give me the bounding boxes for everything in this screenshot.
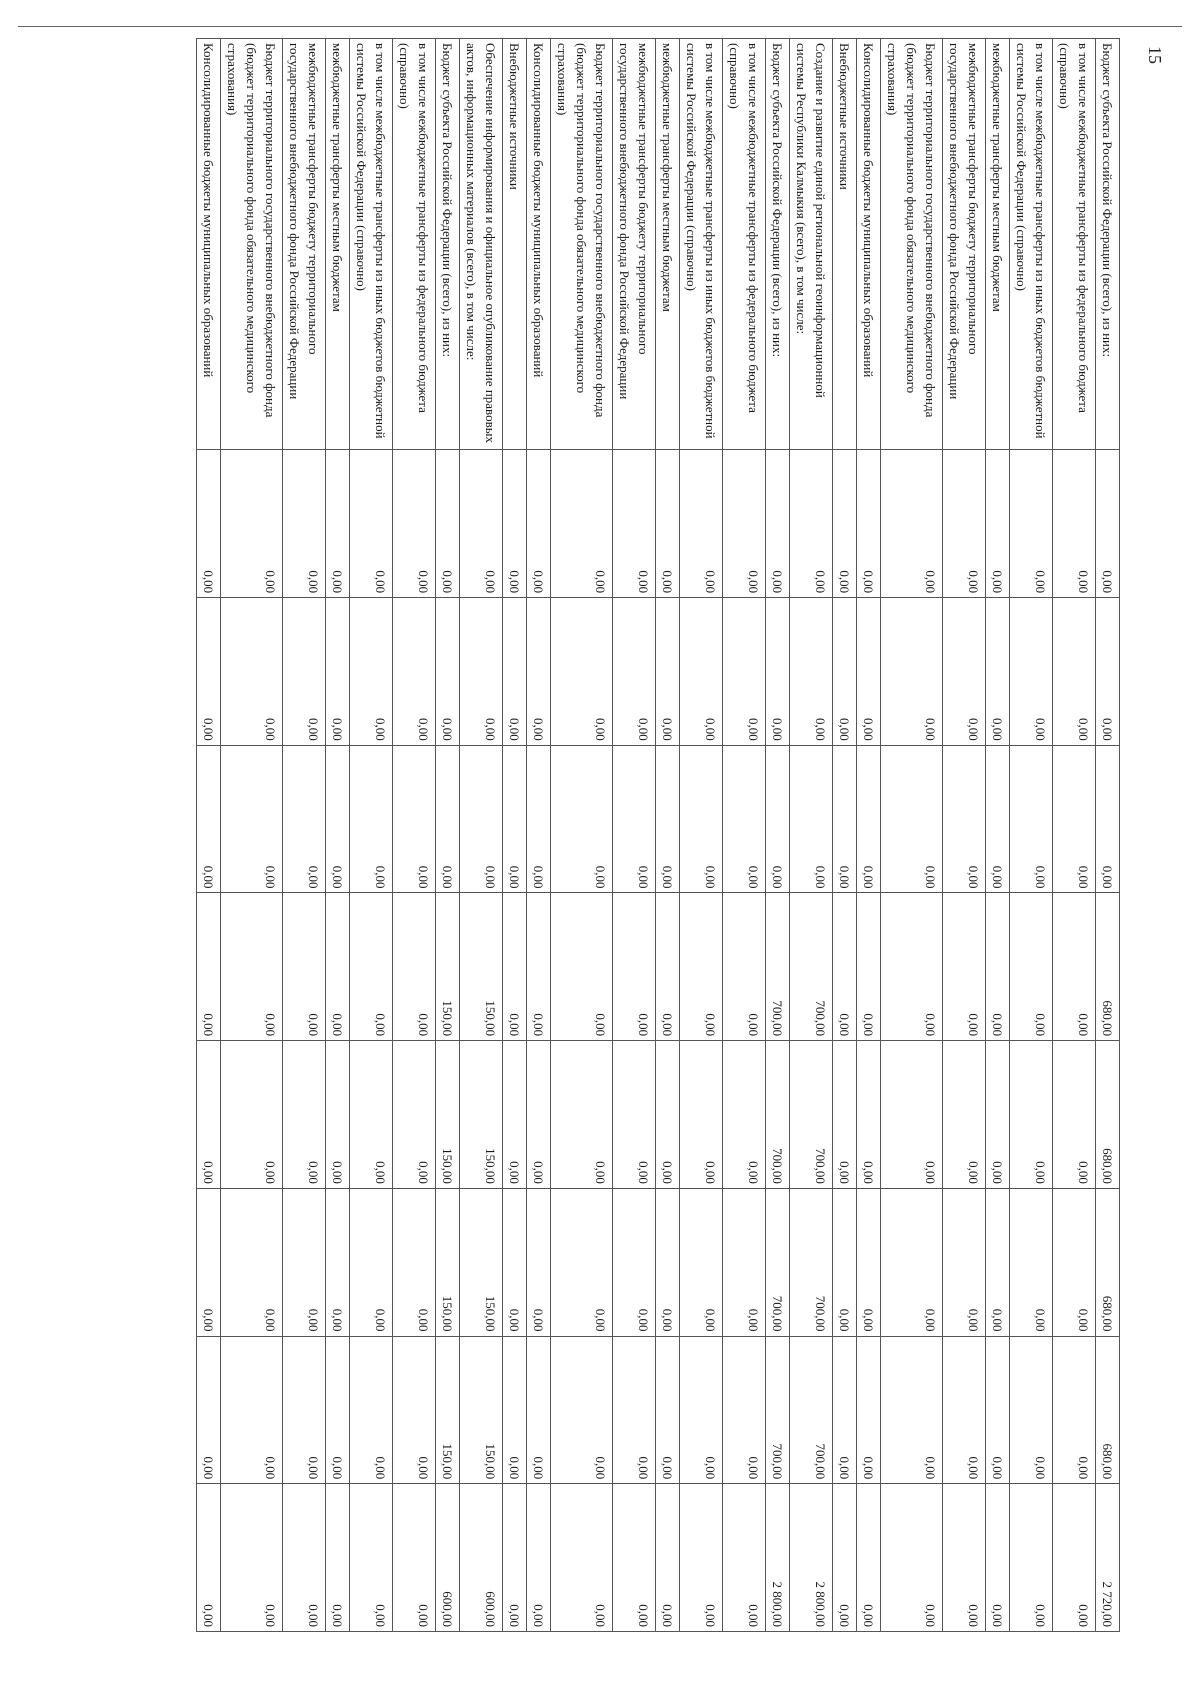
row-value: 0,00 — [503, 1336, 527, 1484]
row-value: 700,00 — [790, 1188, 833, 1336]
row-value: 0,00 — [221, 1484, 283, 1632]
row-value: 0,00 — [723, 1484, 766, 1632]
row-value: 0,00 — [197, 598, 221, 746]
row-value: 0,00 — [723, 450, 766, 598]
row-value: 0,00 — [221, 745, 283, 893]
row-value: 0,00 — [881, 598, 943, 746]
table-row — [881, 39, 943, 1632]
row-value: 0,00 — [503, 598, 527, 746]
row-value: 0,00 — [766, 745, 790, 893]
row-value: 0,00 — [1053, 1336, 1096, 1484]
row-value: 0,00 — [436, 450, 460, 598]
row-value: 0,00 — [283, 1041, 326, 1189]
row-value: 0,00 — [613, 745, 656, 893]
budget-table — [196, 38, 1120, 1632]
row-value: 0,00 — [551, 450, 613, 598]
row-value: 0,00 — [1053, 745, 1096, 893]
row-label: Бюджет субъекта Российской Федерации (всего), из них: — [436, 39, 460, 450]
table-row — [1053, 39, 1096, 1632]
row-value: 0,00 — [551, 1336, 613, 1484]
row-value: 0,00 — [857, 893, 881, 1041]
row-value: 0,00 — [790, 450, 833, 598]
row-value: 680,00 — [1096, 893, 1120, 1041]
row-value: 0,00 — [503, 1041, 527, 1189]
row-value: 0,00 — [857, 1484, 881, 1632]
row-value: 0,00 — [551, 893, 613, 1041]
row-value: 0,00 — [613, 598, 656, 746]
row-value: 0,00 — [986, 1484, 1010, 1632]
table-row — [857, 39, 881, 1632]
row-value: 150,00 — [460, 893, 503, 1041]
row-label: Бюджет территориального государственного внебюджетного фонда (бюджет территориального фонда обязательного медицинского страхования) — [221, 39, 283, 450]
table-row — [723, 39, 766, 1632]
row-value: 0,00 — [326, 450, 350, 598]
row-value: 0,00 — [197, 745, 221, 893]
row-value: 0,00 — [986, 1188, 1010, 1336]
table-row — [460, 39, 503, 1632]
row-value: 0,00 — [197, 1188, 221, 1336]
table-row — [527, 39, 551, 1632]
row-value: 0,00 — [881, 1484, 943, 1632]
row-value: 0,00 — [943, 745, 986, 893]
row-value: 0,00 — [283, 450, 326, 598]
row-value: 0,00 — [943, 893, 986, 1041]
row-value: 0,00 — [986, 893, 1010, 1041]
row-value: 0,00 — [326, 598, 350, 746]
row-value: 0,00 — [656, 1336, 680, 1484]
row-value: 0,00 — [283, 1336, 326, 1484]
table-row — [436, 39, 460, 1632]
row-value: 0,00 — [986, 1336, 1010, 1484]
row-value: 0,00 — [527, 745, 551, 893]
row-value: 0,00 — [857, 598, 881, 746]
row-value: 0,00 — [986, 745, 1010, 893]
row-value: 0,00 — [656, 1484, 680, 1632]
row-value: 150,00 — [436, 1336, 460, 1484]
page-number: 15 — [1145, 46, 1166, 64]
row-value: 0,00 — [197, 1041, 221, 1189]
row-value: 0,00 — [656, 1188, 680, 1336]
row-value: 0,00 — [723, 1041, 766, 1189]
row-value: 0,00 — [656, 598, 680, 746]
row-value: 0,00 — [613, 450, 656, 598]
row-value: 0,00 — [527, 1188, 551, 1336]
row-value: 0,00 — [723, 893, 766, 1041]
table-row — [393, 39, 436, 1632]
row-value: 0,00 — [1053, 598, 1096, 746]
row-value: 0,00 — [881, 1188, 943, 1336]
budget-table-body — [197, 39, 1120, 1632]
row-label: Бюджет территориального государственного внебюджетного фонда (бюджет территориального фонда обязательного медицинского страхования) — [551, 39, 613, 450]
row-value: 0,00 — [221, 1188, 283, 1336]
row-value: 0,00 — [326, 1336, 350, 1484]
page-top-rule — [18, 26, 1182, 27]
row-value: 0,00 — [790, 745, 833, 893]
row-value: 0,00 — [503, 1484, 527, 1632]
row-value: 0,00 — [221, 893, 283, 1041]
row-value: 0,00 — [527, 598, 551, 746]
row-value: 0,00 — [393, 450, 436, 598]
row-value: 0,00 — [350, 598, 393, 746]
row-value: 700,00 — [790, 893, 833, 1041]
row-value: 0,00 — [766, 598, 790, 746]
row-value: 0,00 — [221, 598, 283, 746]
rotated-page — [120, 38, 1120, 1632]
row-value: 0,00 — [460, 745, 503, 893]
row-value: 0,00 — [881, 450, 943, 598]
row-value: 0,00 — [790, 598, 833, 746]
row-value: 0,00 — [723, 598, 766, 746]
table-row — [197, 39, 221, 1632]
row-value: 0,00 — [221, 450, 283, 598]
row-label: Обеспечение информирования и официальное опубликование правовых актов, информационных материалов (всего), в том числе: — [460, 39, 503, 450]
row-value: 0,00 — [283, 893, 326, 1041]
row-value: 0,00 — [943, 598, 986, 746]
row-value: 0,00 — [283, 1188, 326, 1336]
row-value: 0,00 — [551, 1041, 613, 1189]
row-value: 0,00 — [680, 893, 723, 1041]
row-label: Бюджет территориального государственного внебюджетного фонда (бюджет территориального фонда обязательного медицинского страхования) — [881, 39, 943, 450]
row-value: 0,00 — [326, 893, 350, 1041]
table-row — [766, 39, 790, 1632]
row-value: 2 720,00 — [1096, 1484, 1120, 1632]
row-value: 0,00 — [503, 893, 527, 1041]
row-value: 0,00 — [680, 450, 723, 598]
row-value: 0,00 — [527, 1336, 551, 1484]
row-label: межбюджетные трансферты местным бюджетам — [986, 39, 1010, 450]
row-value: 0,00 — [460, 598, 503, 746]
row-value: 0,00 — [393, 598, 436, 746]
row-value: 0,00 — [656, 893, 680, 1041]
row-value: 0,00 — [986, 450, 1010, 598]
row-label: межбюджетные трансферты местным бюджетам — [656, 39, 680, 450]
row-value: 700,00 — [766, 1041, 790, 1189]
row-value: 0,00 — [1096, 745, 1120, 893]
row-value: 0,00 — [436, 745, 460, 893]
row-value: 0,00 — [766, 450, 790, 598]
row-value: 0,00 — [833, 1041, 857, 1189]
row-value: 0,00 — [1053, 1041, 1096, 1189]
table-row — [551, 39, 613, 1632]
row-value: 0,00 — [197, 1336, 221, 1484]
row-value: 0,00 — [350, 1336, 393, 1484]
row-value: 0,00 — [680, 1484, 723, 1632]
table-row — [326, 39, 350, 1632]
row-value: 0,00 — [613, 1041, 656, 1189]
row-value: 0,00 — [833, 1336, 857, 1484]
table-row — [221, 39, 283, 1632]
row-value: 0,00 — [393, 745, 436, 893]
row-value: 0,00 — [197, 893, 221, 1041]
row-value: 0,00 — [393, 1041, 436, 1189]
row-label: Консолидированные бюджеты муниципальных образований — [197, 39, 221, 450]
row-value: 700,00 — [790, 1041, 833, 1189]
row-value: 0,00 — [393, 1336, 436, 1484]
row-value: 700,00 — [790, 1336, 833, 1484]
row-value: 0,00 — [527, 893, 551, 1041]
row-value: 0,00 — [283, 1484, 326, 1632]
row-value: 600,00 — [436, 1484, 460, 1632]
row-value: 0,00 — [723, 1336, 766, 1484]
row-label: в том числе межбюджетные трансферты из иных бюджетов бюджетной системы Российской Федерации (справочно) — [350, 39, 393, 450]
row-value: 0,00 — [833, 598, 857, 746]
row-value: 0,00 — [551, 598, 613, 746]
row-value: 0,00 — [527, 1041, 551, 1189]
row-value: 0,00 — [1096, 598, 1120, 746]
table-row — [1010, 39, 1053, 1632]
row-value: 0,00 — [350, 1484, 393, 1632]
row-value: 0,00 — [613, 1188, 656, 1336]
row-value: 0,00 — [1010, 1484, 1053, 1632]
row-label: Бюджет субъекта Российской Федерации (всего), из них: — [766, 39, 790, 450]
row-value: 0,00 — [881, 745, 943, 893]
row-value: 0,00 — [680, 745, 723, 893]
row-label: Бюджет субъекта Российской Федерации (всего), из них: — [1096, 39, 1120, 450]
row-value: 0,00 — [833, 1484, 857, 1632]
row-value: 0,00 — [943, 450, 986, 598]
row-value: 0,00 — [460, 450, 503, 598]
row-value: 0,00 — [833, 893, 857, 1041]
table-row — [1096, 39, 1120, 1632]
row-value: 0,00 — [350, 893, 393, 1041]
row-value: 0,00 — [551, 1188, 613, 1336]
row-value: 0,00 — [551, 1484, 613, 1632]
row-value: 0,00 — [833, 1188, 857, 1336]
row-value: 150,00 — [460, 1188, 503, 1336]
row-value: 0,00 — [1010, 1188, 1053, 1336]
row-value: 0,00 — [283, 745, 326, 893]
row-value: 0,00 — [197, 1484, 221, 1632]
row-value: 0,00 — [393, 1188, 436, 1336]
row-label: Консолидированные бюджеты муниципальных образований — [527, 39, 551, 450]
table-row — [656, 39, 680, 1632]
row-value: 0,00 — [680, 598, 723, 746]
row-value: 0,00 — [881, 893, 943, 1041]
row-label: в том числе межбюджетные трансферты из иных бюджетов бюджетной системы Российской Федерации (справочно) — [1010, 39, 1053, 450]
row-value: 0,00 — [221, 1336, 283, 1484]
row-value: 0,00 — [1010, 745, 1053, 893]
row-label: межбюджетные трансферты бюджету территориального государственного внебюджетного фонда Российской Федерации — [283, 39, 326, 450]
row-value: 680,00 — [1096, 1041, 1120, 1189]
row-value: 0,00 — [723, 745, 766, 893]
row-value: 700,00 — [766, 1188, 790, 1336]
row-label: Создание и развитие единой региональной геоинформационной системы Республики Калмыкия (всего), в том числе: — [790, 39, 833, 450]
row-value: 0,00 — [326, 1188, 350, 1336]
row-value: 0,00 — [326, 1484, 350, 1632]
row-value: 0,00 — [613, 1336, 656, 1484]
row-label: в том числе межбюджетные трансферты из федерального бюджета (справочно) — [393, 39, 436, 450]
row-value: 0,00 — [350, 745, 393, 893]
row-value: 0,00 — [656, 1041, 680, 1189]
row-value: 0,00 — [1010, 598, 1053, 746]
row-label: в том числе межбюджетные трансферты из федерального бюджета (справочно) — [723, 39, 766, 450]
row-value: 0,00 — [857, 1336, 881, 1484]
row-value: 0,00 — [350, 1188, 393, 1336]
row-value: 0,00 — [326, 745, 350, 893]
row-value: 0,00 — [857, 745, 881, 893]
row-label: межбюджетные трансферты бюджету территориального государственного внебюджетного фонда Российской Федерации — [613, 39, 656, 450]
row-value: 150,00 — [436, 1188, 460, 1336]
row-value: 0,00 — [503, 745, 527, 893]
row-value: 0,00 — [527, 1484, 551, 1632]
row-value: 150,00 — [460, 1336, 503, 1484]
table-row — [680, 39, 723, 1632]
row-value: 0,00 — [436, 598, 460, 746]
row-value: 700,00 — [766, 1336, 790, 1484]
row-value: 0,00 — [680, 1188, 723, 1336]
row-value: 0,00 — [986, 1041, 1010, 1189]
row-value: 0,00 — [350, 1041, 393, 1189]
row-value: 150,00 — [436, 1041, 460, 1189]
row-label: Консолидированные бюджеты муниципальных образований — [857, 39, 881, 450]
row-value: 0,00 — [1096, 450, 1120, 598]
row-value: 0,00 — [1010, 1041, 1053, 1189]
row-value: 0,00 — [503, 1188, 527, 1336]
row-value: 0,00 — [857, 1041, 881, 1189]
row-value: 0,00 — [197, 450, 221, 598]
row-value: 0,00 — [1053, 1484, 1096, 1632]
row-value: 0,00 — [326, 1041, 350, 1189]
row-value: 0,00 — [1010, 450, 1053, 598]
row-label: межбюджетные трансферты местным бюджетам — [326, 39, 350, 450]
row-label: Внебюджетные источники — [503, 39, 527, 450]
row-value: 0,00 — [943, 1188, 986, 1336]
row-value: 0,00 — [723, 1188, 766, 1336]
row-label: в том числе межбюджетные трансферты из федерального бюджета (справочно) — [1053, 39, 1096, 450]
table-row — [283, 39, 326, 1632]
table-row — [833, 39, 857, 1632]
row-value: 0,00 — [350, 450, 393, 598]
row-value: 0,00 — [283, 598, 326, 746]
row-value: 0,00 — [551, 745, 613, 893]
row-value: 680,00 — [1096, 1188, 1120, 1336]
row-value: 0,00 — [656, 450, 680, 598]
row-value: 0,00 — [393, 893, 436, 1041]
row-value: 0,00 — [1053, 893, 1096, 1041]
row-value: 2 800,00 — [790, 1484, 833, 1632]
table-row — [986, 39, 1010, 1632]
row-value: 150,00 — [436, 893, 460, 1041]
row-value: 0,00 — [613, 893, 656, 1041]
row-value: 0,00 — [833, 450, 857, 598]
table-row — [503, 39, 527, 1632]
row-label: в том числе межбюджетные трансферты из иных бюджетов бюджетной системы Российской Федерации (справочно) — [680, 39, 723, 450]
row-value: 2 800,00 — [766, 1484, 790, 1632]
row-value: 0,00 — [393, 1484, 436, 1632]
row-value: 150,00 — [460, 1041, 503, 1189]
row-value: 0,00 — [857, 1188, 881, 1336]
row-value: 0,00 — [1053, 1188, 1096, 1336]
row-value: 700,00 — [766, 893, 790, 1041]
table-row — [613, 39, 656, 1632]
row-value: 0,00 — [857, 450, 881, 598]
row-value: 0,00 — [656, 745, 680, 893]
row-value: 0,00 — [680, 1336, 723, 1484]
row-value: 0,00 — [1010, 893, 1053, 1041]
row-value: 0,00 — [503, 450, 527, 598]
row-value: 0,00 — [1053, 450, 1096, 598]
row-value: 680,00 — [1096, 1336, 1120, 1484]
row-value: 0,00 — [1010, 1336, 1053, 1484]
row-value: 0,00 — [881, 1336, 943, 1484]
row-value: 0,00 — [680, 1041, 723, 1189]
row-value: 0,00 — [943, 1041, 986, 1189]
table-row — [943, 39, 986, 1632]
row-value: 0,00 — [221, 1041, 283, 1189]
row-value: 0,00 — [986, 598, 1010, 746]
row-value: 0,00 — [943, 1484, 986, 1632]
row-value: 0,00 — [527, 450, 551, 598]
table-row — [350, 39, 393, 1632]
row-value: 0,00 — [943, 1336, 986, 1484]
table-row — [790, 39, 833, 1632]
row-value: 0,00 — [613, 1484, 656, 1632]
row-label: Внебюджетные источники — [833, 39, 857, 450]
row-label: межбюджетные трансферты бюджету территориального государственного внебюджетного фонда Российской Федерации — [943, 39, 986, 450]
row-value: 600,00 — [460, 1484, 503, 1632]
row-value: 0,00 — [833, 745, 857, 893]
row-value: 0,00 — [881, 1041, 943, 1189]
